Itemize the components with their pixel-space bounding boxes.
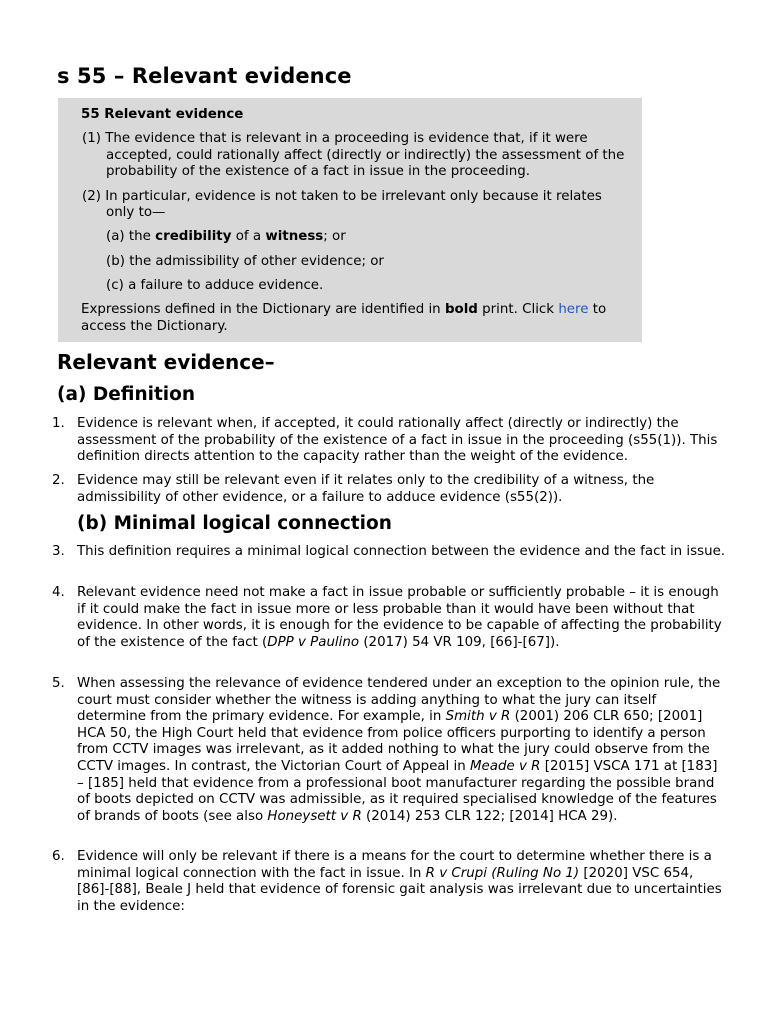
item-a bbox=[106, 228, 346, 245]
main-heading: Relevant evidence– bbox=[57, 350, 275, 374]
para-5 bbox=[77, 676, 727, 825]
case-citation: Honeysett v R bbox=[267, 808, 362, 824]
dictionary-note bbox=[81, 301, 606, 318]
para-6-number: 6. bbox=[52, 849, 65, 864]
statute-box bbox=[58, 98, 642, 342]
para-2: Evidence may still be relevant even if it relates only to the credibility of a witness, the admissibility of other evidence, or a failure to adduce evidence (s55(2)). bbox=[77, 473, 655, 505]
para-4-text-end: (2017) 54 VR 109, [66]-[67]). bbox=[359, 634, 560, 650]
para-1-number: 1. bbox=[52, 416, 65, 431]
subsection-1-line-2: accepted, could rationally affect (directly or indirectly) the assessment of the bbox=[106, 148, 625, 163]
item-a-text-end: ; or bbox=[323, 229, 346, 244]
para-4 bbox=[77, 585, 727, 651]
para-3-number: 3. bbox=[52, 544, 65, 559]
para-1: Evidence is relevant when, if accepted, it could rationally affect (directly or indirectly) the assessment of the probability of the existence of a fact in issue in the proceeding (s55(1)). This definition directs attention to the capacity rather than the weight of the evidence. bbox=[77, 416, 718, 465]
note-text-mid: print. Click bbox=[477, 302, 559, 317]
dictionary-note-line-2: access the Dictionary. bbox=[81, 319, 228, 334]
case-citation: Meade v R bbox=[469, 758, 541, 774]
item-b: (b) the admissibility of other evidence; or bbox=[106, 254, 384, 269]
para-5-text-2: (2001) 206 CLR 650; [2001] HCA 50, the High Court held that evidence from police officers purporting to identify a person from CCTV images was irrelevant, as it added nothing to what the jury could observe from the CCTV images. In contrast, the Victorian Court of Appeal in bbox=[77, 709, 710, 774]
para-4-text: Relevant evidence need not make a fact in issue probable or sufficiently probable – it is enough if it could make the fact in issue more or less probable than it would have been without that evidence. In other words, it is enough for the evidence to be capable of affecting the probability of the existence of the fact ( bbox=[77, 585, 722, 650]
para-4-number: 4. bbox=[52, 585, 65, 600]
para-2-number: 2. bbox=[52, 473, 65, 488]
case-citation: DPP v Paulino bbox=[267, 634, 360, 650]
case-citation: Smith v R bbox=[445, 709, 511, 725]
para-5-text: When assessing the relevance of evidence tendered under an exception to the opinion rule, the court must consider whether the witness is adding anything to what the jury can itself determine from the primary evidence. For example, in bbox=[77, 676, 721, 725]
item-a-text: (a) the bbox=[106, 229, 156, 244]
note-text-end: to bbox=[588, 302, 607, 317]
para-5-number: 5. bbox=[52, 676, 65, 691]
statute-heading: 55 Relevant evidence bbox=[81, 107, 244, 122]
subsection-2-line-2: only to— bbox=[106, 205, 166, 220]
heading-minimal-logical-connection: (b) Minimal logical connection bbox=[77, 513, 392, 534]
para-5-text-end: (2014) 253 CLR 122; [2014] HCA 29). bbox=[361, 808, 618, 824]
para-6-text: Evidence will only be relevant if there is a means for the court to determine whether there is a minimal logical connection with the fact in issue. In bbox=[77, 849, 712, 881]
heading-definition: (a) Definition bbox=[57, 384, 196, 405]
item-a-text-mid: of a bbox=[231, 229, 266, 244]
case-citation: R v Crupi (Ruling No 1) bbox=[425, 865, 580, 881]
para-6-text-end: [2020] VSC 654, [86]-[88], Beale J held that evidence of forensic gait analysis was irrelevant due to uncertainties in the evidence: bbox=[77, 865, 722, 914]
para-5-text-3: [2015] VSCA 171 at [183] – [185] held that evidence from a professional boot manufacturer regarding the possible brand of boots depicted on CCTV was admissible, as it required specialised knowledge of the features of brands of boots (see also bbox=[77, 758, 718, 824]
subsection-2-line-1: (2) In particular, evidence is not taken to be irrelevant only because it relates bbox=[82, 189, 602, 204]
defined-term-credibility[interactable]: credibility bbox=[155, 229, 232, 244]
note-text: Expressions defined in the Dictionary are identified in bbox=[81, 302, 445, 317]
subsection-1-line-1: (1) The evidence that is relevant in a proceeding is evidence that, if it were bbox=[82, 131, 588, 146]
para-6 bbox=[77, 849, 727, 915]
section-title: s 55 – Relevant evidence bbox=[57, 64, 352, 88]
defined-term-witness[interactable]: witness bbox=[265, 229, 324, 244]
dictionary-link[interactable]: here bbox=[558, 302, 589, 317]
note-bold: bold bbox=[444, 302, 478, 317]
subsection-1-line-3: probability of the existence of a fact in issue in the proceeding. bbox=[106, 164, 530, 179]
para-3: This definition requires a minimal logical connection between the evidence and the fact in issue. bbox=[77, 544, 726, 559]
item-c: (c) a failure to adduce evidence. bbox=[106, 278, 324, 293]
